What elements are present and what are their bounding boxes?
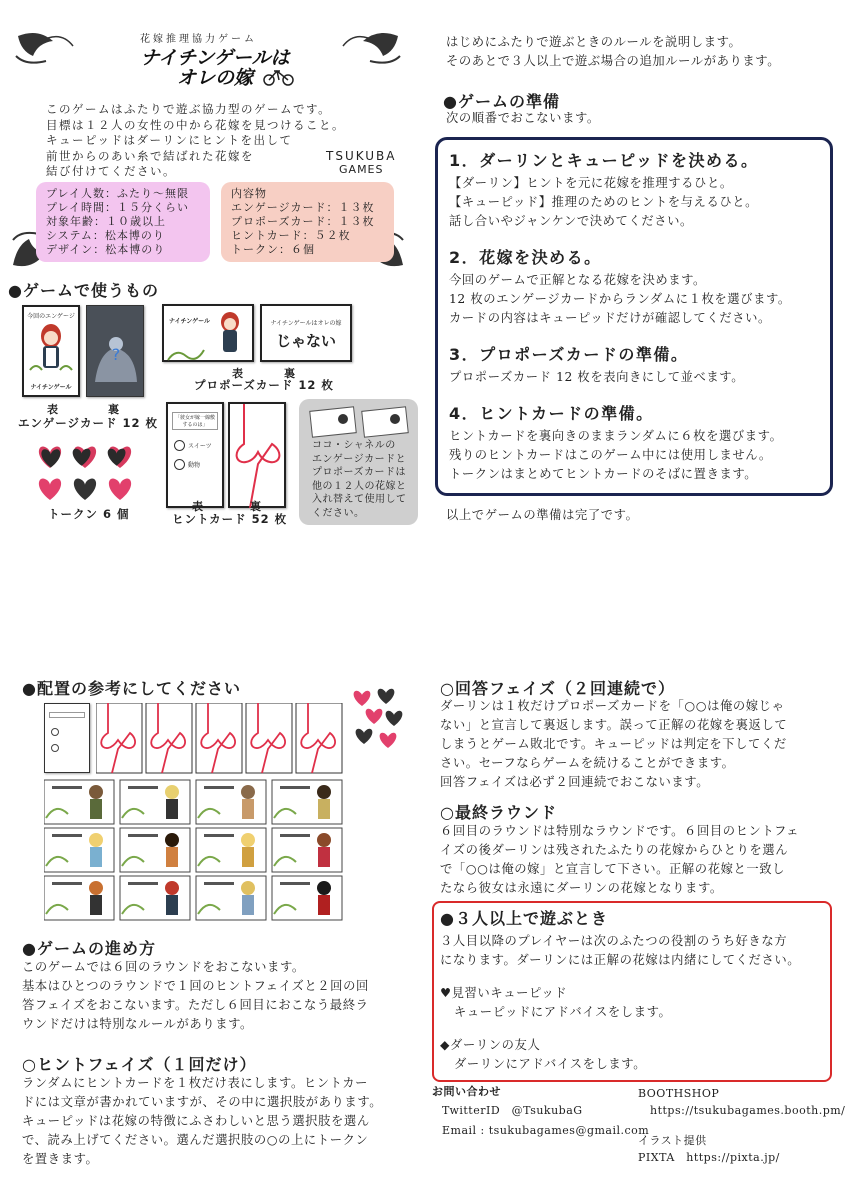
bicycle-icon: [262, 66, 296, 86]
svg-text:?: ?: [111, 345, 121, 364]
step2-line: 12 枚のエンゲージカードからランダムに１枚を選びます。: [449, 292, 791, 306]
step2-line: 今回のゲームで正解となる花嫁を決めます。: [449, 273, 706, 287]
coco-note-line: プロポーズカードは: [312, 467, 406, 478]
prep-steps: [449, 148, 829, 484]
progress-line: 答フェイズをおこないます。ただし６回目におこなう最終ラ: [22, 998, 369, 1012]
hint-card-back: [228, 402, 286, 508]
hint-question: 「彼女が嫁一線敷するのは」: [172, 412, 218, 430]
step4-line: トークンはまとめてヒントカードのそばに置きます。: [449, 467, 758, 481]
propose-caption-back: 裏: [284, 367, 296, 380]
engage-caption-front: 表: [47, 403, 59, 416]
engage-card-name: ナイチンゲール: [30, 384, 72, 391]
intro-line: 目標は１２人の女性の中から花嫁を見つけること。: [46, 117, 345, 132]
game-specs-box: [36, 182, 210, 262]
contents-line: ヒントカード：５２枚: [231, 229, 351, 242]
token-heart: [74, 479, 96, 500]
propose-back-line2: じゃない: [275, 332, 336, 350]
step1-line: 話し合いやジャンケンで決めてください。: [449, 214, 693, 228]
answer-phase-line: ダーリンは１枚だけプロポーズカードを「○○は俺の嫁じゃ: [440, 699, 785, 713]
hint-card-front: [166, 402, 224, 508]
nurse-illustration: [24, 320, 78, 378]
progress-heading: ●ゲームの進め方: [22, 939, 156, 958]
contact-heading: お問い合わせ: [432, 1085, 501, 1098]
role2-title: ◆ダーリンの友人: [440, 1038, 541, 1052]
propose-card-grid: [44, 778, 344, 924]
step4-heading: 4．ヒントカードの準備。: [449, 404, 654, 423]
hint-phase-line: ドには文章が書かれていますが、その中に選択肢があります。: [22, 1095, 383, 1109]
coco-note-text: [312, 439, 407, 520]
token-heart: [39, 447, 61, 468]
three-players-line: ３人目以降のプレイヤーは次のふたつの役割のうち好きな方: [440, 934, 788, 948]
contents-line: プロポーズカード：１３枚: [231, 215, 375, 228]
shop-link[interactable]: https://tsukubagames.booth.pm/: [650, 1104, 846, 1117]
coco-note-line: エンゲージカードと: [312, 453, 407, 465]
final-round-line: イズの後ダーリンは残されたふたりの花嫁からひとりを選ん: [440, 843, 789, 857]
layout-hint-card-front: [44, 703, 90, 773]
step3-text: [449, 368, 829, 387]
step4-line: 残りのヒントカードはこのゲーム中には使用しません。: [449, 448, 772, 462]
nurse-illustration: [210, 310, 250, 360]
hint-option1: スイーツ: [188, 443, 212, 450]
hint-phase-heading: ○ヒントフェイズ（１回だけ）: [22, 1055, 257, 1074]
step4-text: [449, 427, 829, 484]
coco-note-line: ココ・シャネルの: [312, 440, 396, 451]
prep-intro: 次の順番でおこないます。: [446, 111, 600, 125]
illust-block: [638, 1133, 780, 1165]
progress-line: このゲームでは６回のラウンドをおこないます。: [22, 960, 305, 974]
shop-heading: BOOTHSHOP: [638, 1087, 720, 1100]
illust-link[interactable]: PIXTA https://pixta.jp/: [638, 1151, 780, 1164]
propose-caption-front: 表: [232, 367, 244, 380]
token-heart: [108, 447, 131, 468]
role2-desc: ダーリンにアドバイスをします。: [454, 1057, 647, 1071]
logo-line: TSUKUBA: [326, 149, 397, 163]
answer-phase-line: 回答フェイズは必ず２回連続でおこないます。: [440, 775, 710, 789]
step1-text: [449, 174, 829, 231]
answer-phase-heading: ○回答フェイズ（２回連続で）: [440, 679, 676, 698]
answer-phase-line: さい。セーフならゲームを続けることができます。: [440, 756, 735, 770]
final-round-heading: ○最終ラウンド: [440, 803, 557, 822]
hint-caption: ヒントカード 52 枚: [172, 512, 288, 526]
engage-card-title: 今回のエンゲージ: [27, 313, 75, 320]
layout-hint-card-backs: [96, 703, 346, 775]
three-players-line: になります。ダーリンには正解の花嫁は内緒にしてください。: [440, 953, 801, 967]
three-players-text: [440, 932, 830, 970]
intro-text: [46, 102, 345, 180]
coco-note-line: 入れ替えて使用して: [312, 494, 407, 505]
coco-note-line: ください。: [312, 507, 365, 519]
hint-phase-line: ランダムにヒントカードを１枚だけ表にします。ヒントカー: [22, 1076, 369, 1090]
hint-phase-line: を置きます。: [22, 1152, 99, 1166]
spec-line: プレイ人数：ふたり～無限: [46, 187, 190, 200]
answer-phase-line: ない」と宣言して裏返します。誤って正解の花嫁を裏返して: [440, 718, 788, 732]
propose-card-front: [162, 304, 254, 362]
cupid-silhouette-icon: [87, 306, 145, 398]
token-heart: [109, 479, 131, 500]
token-caption: トークン 6 個: [48, 507, 130, 521]
answer-phase-text: [440, 697, 787, 792]
step2-heading: 2．花嫁を決める。: [449, 248, 602, 267]
spec-line: プレイ時間：１５分くらい: [46, 201, 190, 214]
progress-text: [22, 958, 369, 1034]
role1-desc: キューピッドにアドバイスをします。: [454, 1005, 672, 1019]
option-circle: [174, 459, 185, 470]
red-string-heart-icon: [230, 404, 286, 508]
components-heading: ●ゲームで使うもの: [8, 281, 159, 300]
intro-line: 結び付けてください。: [46, 164, 176, 178]
email-link[interactable]: Email : tsukubagames@gmail.com: [442, 1124, 650, 1137]
publisher-logo: [326, 150, 397, 176]
step1-heading: 1．ダーリンとキューピッドを決める。: [449, 151, 759, 170]
token-hearts: [33, 442, 143, 508]
step1-line: 【ダーリン】ヒントを元に花嫁を推理するひと。: [449, 176, 733, 190]
engage-caption: エンゲージカード 12 枚: [18, 416, 159, 430]
contents-line: トークン：６個: [231, 243, 315, 256]
logo-line: GAMES: [339, 163, 384, 176]
hint-question-box: [49, 712, 85, 718]
contents-line: エンゲージカード：１３枚: [231, 201, 375, 214]
contact-block: [432, 1084, 649, 1138]
hint-phase-text: [22, 1074, 382, 1169]
progress-line: ウンドだけは特別なルールがあります。: [22, 1017, 253, 1031]
game-title-line1: ナイチンゲールは: [140, 47, 290, 69]
hint-option2: 動物: [188, 462, 201, 469]
game-title-line2: オレの嫁: [176, 67, 253, 89]
coco-note-box: [299, 399, 418, 525]
propose-card-name: ナイチンゲール: [169, 318, 211, 325]
engage-card-back: [86, 305, 144, 397]
spec-line: 対象年齢：１０歳以上: [46, 215, 166, 228]
propose-caption: プロポーズカード 12 枚: [194, 378, 334, 392]
shop-block: [638, 1086, 845, 1118]
step1-line: 【キューピッド】推理のためのヒントを与えるひと。: [449, 195, 759, 209]
final-round-line: ６回目のラウンドは特別なラウンドです。６回目のヒントフェ: [440, 824, 800, 838]
hint-caption-front: 表: [192, 500, 204, 513]
intro-line: キューピッドはダーリンにヒントを出して: [46, 133, 293, 147]
option-circle: [51, 744, 59, 752]
layout-heading: ●配置の参考にしてください: [22, 679, 241, 698]
hint-phase-line: で、読み上げてください。選んだ選択肢の○の上にトークン: [22, 1133, 369, 1147]
rules-intro: [446, 33, 780, 71]
vine-decoration: [166, 346, 206, 362]
spec-line: デザイン：松本博のり: [46, 243, 166, 256]
prep-heading: ●ゲームの準備: [443, 92, 560, 111]
step2-text: [449, 271, 829, 328]
contents-box: [221, 182, 394, 262]
rules-intro-line: はじめにふたりで遊ぶときのルールを説明します。: [446, 35, 742, 49]
spec-line: システム：松本博のり: [46, 229, 165, 242]
final-round-line: たなら彼女は永遠にダーリンの花嫁となります。: [440, 881, 723, 895]
coco-cards-illustration: [309, 405, 409, 439]
step2-line: カードの内容はキューピッドだけが確認してください。: [449, 311, 771, 325]
option-circle: [51, 728, 59, 736]
propose-card-back: [260, 304, 352, 362]
engage-caption-back: 裏: [108, 403, 120, 416]
option-circle: [174, 440, 185, 451]
step3-heading: 3．プロポーズカードの準備。: [449, 345, 689, 364]
final-round-text: [440, 822, 799, 898]
engage-card-front: [22, 305, 80, 397]
rules-intro-line: そのあとで３人以上で遊ぶ場合の追加ルールがあります。: [446, 54, 781, 68]
token-heart: [73, 447, 96, 468]
three-players-heading: ●３人以上で遊ぶとき: [440, 909, 608, 928]
hint-option-row: [174, 459, 222, 470]
layout-token-hearts: [350, 688, 410, 756]
hint-phase-line: キューピッドは花嫁の特徴にふさわしいと思う選択肢を選ん: [22, 1114, 370, 1128]
step3-line: プロポーズカード 12 枚を表向きにして並べます。: [449, 370, 745, 384]
intro-line: このゲームはふたりで遊ぶ協力型のゲームです。: [46, 102, 332, 116]
intro-line: 前世からのあい糸で結ばれた花嫁を: [46, 148, 254, 163]
propose-back-line1: ナイチンゲールはオレの嫁: [270, 320, 342, 327]
hint-option-row: [174, 440, 222, 451]
three-players-content: [440, 906, 830, 1074]
contents-line: 内容物: [231, 187, 267, 200]
role2: [440, 1036, 830, 1074]
answer-phase-line: しまうとゲーム敗北です。キューピッドは判定を下してくだ: [440, 737, 787, 751]
progress-line: 基本はひとつのラウンドで１回のヒントフェイズと２回の回: [22, 979, 369, 993]
hint-caption-back: 裏: [250, 500, 262, 513]
twitter-link[interactable]: TwitterID @TsukubaG: [442, 1104, 583, 1117]
role1: [440, 984, 830, 1022]
coco-note-line: 他の１２人の花嫁と: [312, 480, 407, 492]
final-round-line: で「○○は俺の嫁」と宣言して下さい。正解の花嫁と一致し: [440, 862, 786, 876]
step4-line: ヒントカードを裏向きのままランダムに６枚を選びます。: [449, 429, 783, 443]
prep-done: 以上でゲームの準備は完了です。: [446, 508, 639, 522]
illust-heading: イラスト提供: [638, 1134, 707, 1147]
token-heart: [39, 479, 61, 500]
game-genre: 花嫁推理協力ゲーム: [140, 34, 257, 45]
role1-title: ♥見習いキューピッド: [440, 986, 568, 1000]
